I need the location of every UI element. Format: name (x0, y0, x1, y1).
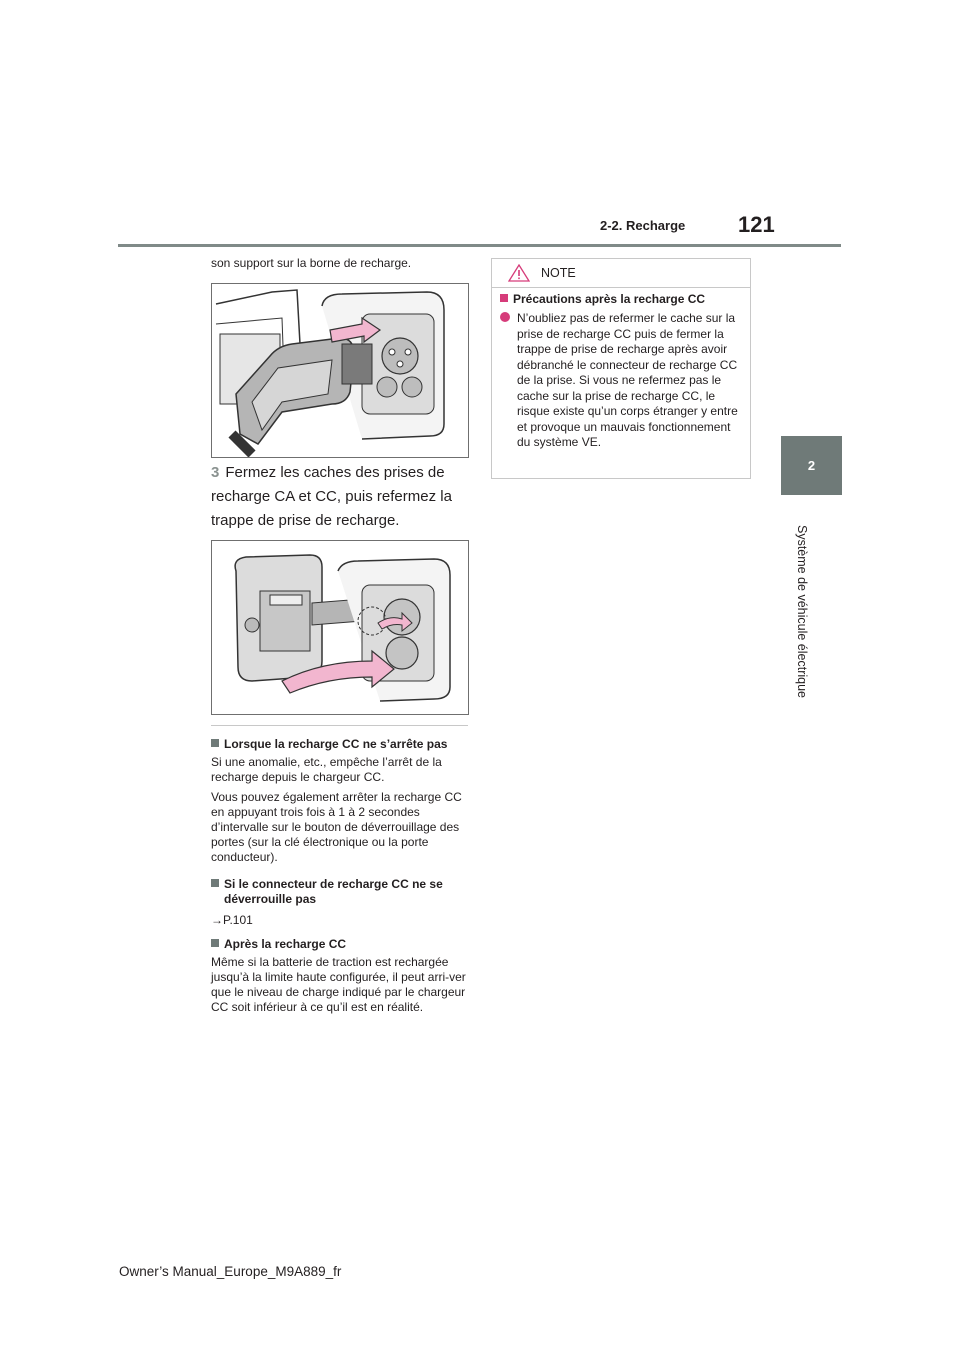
warning-triangle-icon (508, 264, 530, 282)
note-3-para-1: Même si la batterie de traction est rechargée jusqu’à la limite haute configurée, il peut arri-ver que le niveau de charge indiqué par le chargeur CC soit inférieur à ce qu’il est en réalité. (211, 955, 466, 1014)
section-title: 2-2. Recharge (600, 218, 686, 233)
chapter-tab-label: Système de véhicule électrique (795, 525, 809, 699)
square-bullet-icon (211, 879, 219, 887)
note-label: NOTE (541, 266, 576, 280)
square-bullet-icon (211, 939, 219, 947)
note-2-reference-link[interactable]: →P.101 (211, 913, 253, 927)
note-box-header (492, 259, 750, 288)
footer-text: Owner’s Manual_Europe_M9A889_fr (119, 1264, 342, 1279)
note-3-title: Après la recharge CC (211, 937, 467, 952)
step-text: Fermez les caches des prises de recharge CA et CC, puis refermez la trappe de prise de recharge. (211, 464, 452, 529)
chapter-tab-label-wrap (795, 525, 815, 765)
note-1-title: Lorsque la recharge CC ne s’arrête pas (211, 737, 467, 752)
figure-unplug-connector (211, 283, 469, 458)
figure-close-covers (211, 540, 469, 715)
square-bullet-icon (211, 739, 219, 747)
chapter-tab: 2 (781, 436, 842, 495)
note-2-title: Si le connecteur de recharge CC ne se déverrouille pas (211, 877, 467, 907)
note-1-para-2: Vous pouvez également arrêter la recharge CC en appuyant trois fois à 1 à 2 secondes d’intervalle sur le bouton de déverrouillage des portes (sur la clé électronique ou la porte conducteur). (211, 790, 462, 864)
page-number: 121 (738, 212, 775, 237)
separator (211, 725, 468, 726)
round-bullet-icon (500, 312, 510, 322)
note-2 (211, 877, 467, 928)
charging-port-illustration (212, 284, 468, 457)
close-door-illustration (212, 541, 468, 714)
step-3 (211, 461, 473, 533)
note-1-para-1: Si une anomalie, etc., empêche l’arrêt de la recharge depuis le chargeur CC. (211, 755, 442, 784)
note-box-bullet (500, 311, 740, 451)
note-box-bullet-text: N’oubliez pas de refermer le cache sur la prise de recharge CC puis de fermer la trappe de prise de recharge après avoir débranché le connecteur de recharge CC de la prise. Si vous ne refermez pas le cache sur la prise de recharge CC, le risque existe qu’un corps étranger y entre et provoque un mauvais fonctionnement du système VE. (517, 311, 738, 449)
intro-text: son support sur la borne de recharge. (211, 256, 412, 270)
step-number: 3 (211, 464, 220, 481)
square-bullet-icon (500, 294, 508, 302)
note-1 (211, 737, 467, 865)
note-3 (211, 937, 467, 1015)
header-rule (118, 244, 841, 247)
note-box-subtitle: Précautions après la recharge CC (500, 292, 705, 306)
note-box (491, 258, 751, 479)
